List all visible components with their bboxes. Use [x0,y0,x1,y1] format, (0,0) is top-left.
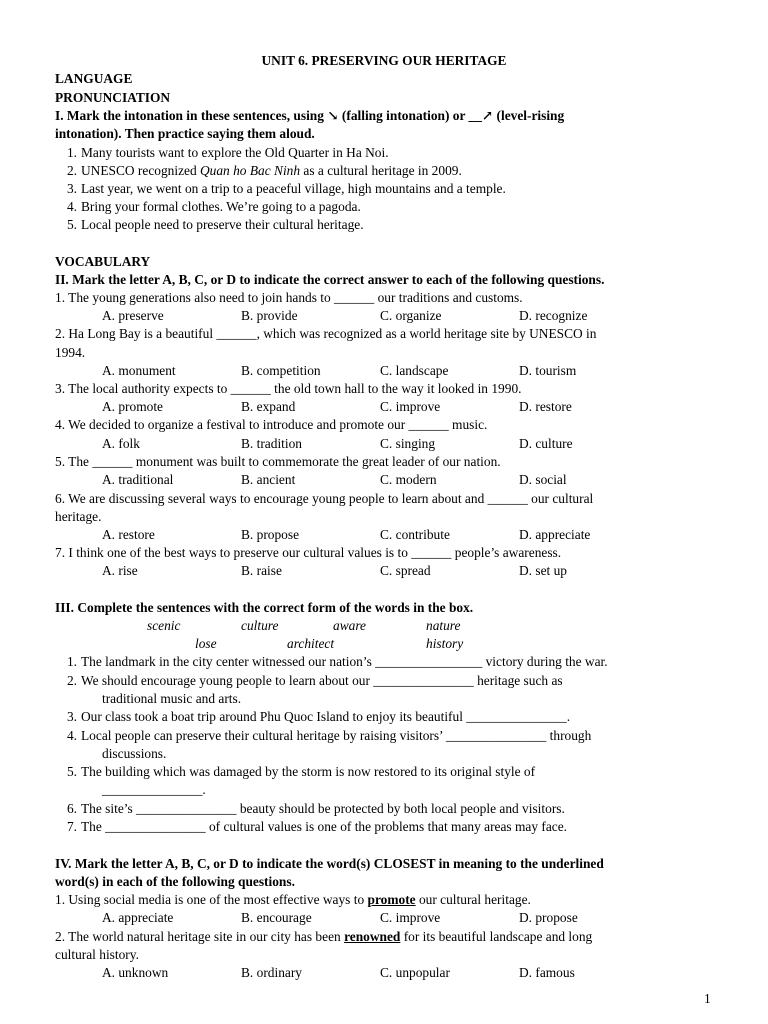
answer-option-a[interactable]: A. folk [102,436,140,451]
answer-option-d[interactable]: D. culture [519,436,573,451]
answer-option-c[interactable]: C. modern [380,472,437,487]
word-box-item: aware [333,618,366,633]
question-text: 3. The local authority expects to ______ the old town hall to the way it looked in 1990. [55,381,522,396]
answer-option-d[interactable]: D. tourism [519,363,577,378]
answer-option-a[interactable]: A. rise [102,563,138,578]
section-language: LANGUAGE [55,71,133,86]
answer-option-a[interactable]: A. unknown [102,965,169,980]
part1-instruction-c: (level-rising [496,108,565,123]
answer-option-b[interactable]: B. provide [241,308,298,323]
word-box-item: nature [426,618,461,633]
answer-option-b[interactable]: B. tradition [241,436,302,451]
list-item: 5. Local people need to preserve their cultural heritage. [66,217,364,232]
question-text: 2. Ha Long Bay is a beautiful ______, which was recognized as a world heritage site by UNESCO in [55,326,597,341]
question-text: 5. The ______ monument was built to commemorate the great leader of our nation. [55,454,501,469]
list-item: 3. Our class took a boat trip around Phu Quoc Island to enjoy its beautiful _______________. [66,709,571,724]
list-item: 1. Many tourists want to explore the Old Quarter in Ha Noi. [66,145,389,160]
underlined-word: renowned [344,929,401,944]
answer-option-a[interactable]: A. preserve [102,308,164,323]
list-item-cont: traditional music and arts. [102,691,242,706]
answer-option-b[interactable]: B. ancient [241,472,296,487]
answer-option-b[interactable]: B. competition [241,363,321,378]
page-title: UNIT 6. PRESERVING OUR HERITAGE [261,53,507,68]
answer-option-c[interactable]: C. organize [380,308,442,323]
answer-option-d[interactable]: D. famous [519,965,575,980]
answer-option-a[interactable]: A. restore [102,527,155,542]
answer-option-c[interactable]: C. improve [380,399,441,414]
section-vocabulary: VOCABULARY [55,254,151,269]
word-box-item: culture [241,618,279,633]
underlined-word: promote [367,892,416,907]
level-rising-intonation-icon: __↗ [468,108,494,123]
answer-option-d[interactable]: D. set up [519,563,567,578]
answer-option-c[interactable]: C. singing [380,436,436,451]
list-item: 5. The building which was damaged by the storm is now restored to its original style of [66,764,536,779]
answer-option-c[interactable]: C. unpopular [380,965,450,980]
answer-option-d[interactable]: D. recognize [519,308,588,323]
section-pronunciation: PRONUNCIATION [55,90,171,105]
question-text: 4. We decided to organize a festival to introduce and promote our ______ music. [55,417,488,432]
answer-option-b[interactable]: B. expand [241,399,296,414]
question-text: cultural history. [55,947,139,962]
answer-option-c[interactable]: C. spread [380,563,431,578]
page-number: 1 [704,991,711,1006]
part4-instruction-cont: word(s) in each of the following questions. [55,874,295,889]
part2-instruction: II. Mark the letter A, B, C, or D to indicate the correct answer to each of the following questions. [55,272,605,287]
list-item: 2. UNESCO recognized Quan ho Bac Ninh as a cultural heritage in 2009. [66,163,462,178]
part1-instruction-b: (falling intonation) or [341,108,466,123]
question-text: 2. The world natural heritage site in our city has been renowned for its beautiful landscape and long [55,929,593,944]
list-item-cont: _______________. [102,782,206,797]
word-box-item: scenic [147,618,181,633]
list-item: 7. The _______________ of cultural values is one of the problems that many areas may face. [66,819,568,834]
word-box-item: architect [287,636,335,651]
answer-option-b[interactable]: B. propose [241,527,300,542]
list-item: 3. Last year, we went on a trip to a peaceful village, high mountains and a temple. [66,181,506,196]
answer-option-c[interactable]: C. improve [380,910,441,925]
question-text: heritage. [55,509,102,524]
falling-intonation-icon: ↘ [327,108,339,123]
answer-option-b[interactable]: B. encourage [241,910,312,925]
list-item: 1. The landmark in the city center witnessed our nation’s ________________ victory during the war. [66,654,608,669]
answer-option-b[interactable]: B. ordinary [241,965,302,980]
question-text: 1. The young generations also need to join hands to ______ our traditions and customs. [55,290,523,305]
answer-option-c[interactable]: C. contribute [380,527,450,542]
part4-instruction: IV. Mark the letter A, B, C, or D to indicate the word(s) CLOSEST in meaning to the underlined [55,856,604,871]
part1-instruction [55,107,564,125]
answer-option-d[interactable]: D. restore [519,399,572,414]
part1-instruction-cont: intonation). Then practice saying them aloud. [55,126,315,141]
part3-instruction: III. Complete the sentences with the correct form of the words in the box. [55,600,474,615]
list-item: 4. Local people can preserve their cultural heritage by raising visitors’ _______________ through [66,728,592,743]
question-text: 6. We are discussing several ways to encourage young people to learn about and ______ our cultural [55,491,594,506]
list-item: 6. The site’s _______________ beauty should be protected by both local people and visitors. [66,801,565,816]
answer-option-d[interactable]: D. appreciate [519,527,591,542]
answer-option-a[interactable]: A. appreciate [102,910,174,925]
answer-option-a[interactable]: A. monument [102,363,176,378]
list-item: 2. We should encourage young people to learn about our _______________ heritage such as [66,673,563,688]
question-text: 1. Using social media is one of the most effective ways to promote our cultural heritage. [55,892,531,907]
list-item-cont: discussions. [102,746,167,761]
word-box-item: history [426,636,464,651]
question-text: 7. I think one of the best ways to preserve our cultural values is to ______ people’s awareness. [55,545,562,560]
part1-instruction-a: I. Mark the intonation in these sentences, using [55,108,324,123]
answer-option-d[interactable]: D. propose [519,910,578,925]
answer-option-a[interactable]: A. traditional [102,472,174,487]
word-box-item: lose [195,636,217,651]
question-text: 1994. [55,345,86,360]
list-item: 4. Bring your formal clothes. We’re going to a pagoda. [66,199,361,214]
answer-option-c[interactable]: C. landscape [380,363,449,378]
answer-option-d[interactable]: D. social [519,472,567,487]
answer-option-b[interactable]: B. raise [241,563,282,578]
answer-option-a[interactable]: A. promote [102,399,163,414]
